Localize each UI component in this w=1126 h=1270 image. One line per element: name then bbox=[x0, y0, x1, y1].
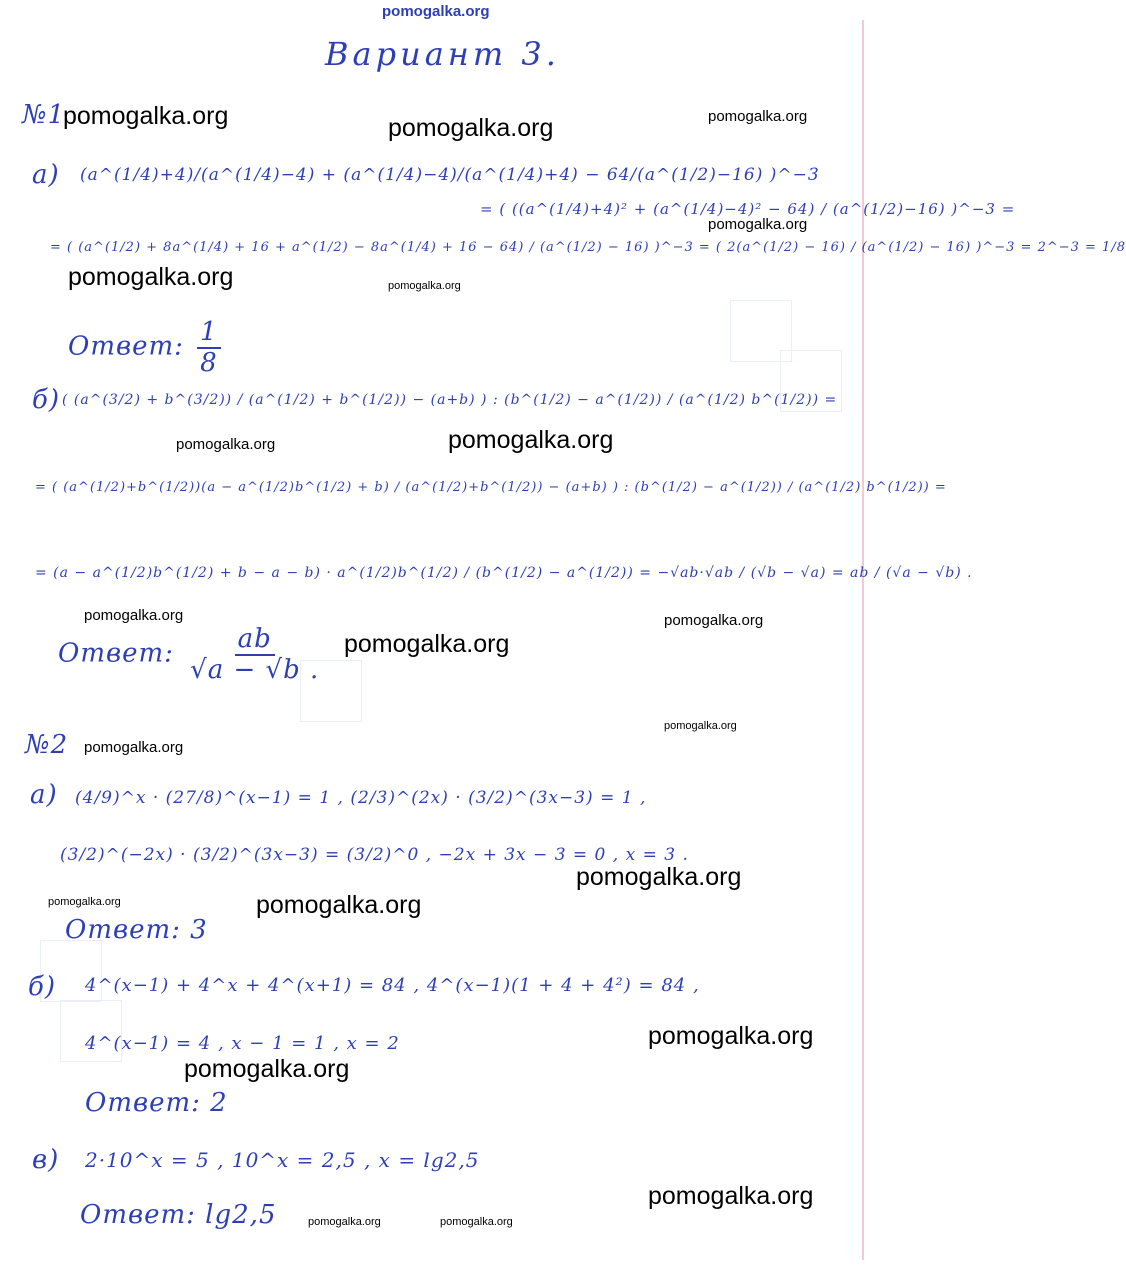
task1b-line1: ( (a^(3/2) + b^(3/2)) / (a^(1/2) + b^(1/2)) − (a+b) ) : (b^(1/2) − a^(1/2)) / (a^(1/2) b^(1/2)) = bbox=[62, 392, 838, 408]
task2b-line1: 4^(x−1) + 4^x + 4^(x+1) = 84 , 4^(x−1)(1 + 4 + 4²) = 84 , bbox=[85, 975, 700, 996]
watermark: pomogalka.org bbox=[708, 216, 808, 233]
watermark: pomogalka.org bbox=[184, 1055, 350, 1083]
watermark: pomogalka.org bbox=[176, 436, 276, 453]
answer-label: Ответ: bbox=[58, 638, 174, 669]
task2a-label: а) bbox=[30, 780, 58, 810]
watermark: pomogalka.org bbox=[344, 630, 510, 658]
top-watermark: pomogalka.org bbox=[382, 3, 490, 20]
answer-denominator: 8 bbox=[200, 347, 218, 378]
task2b-answer bbox=[85, 1088, 228, 1118]
watermark: pomogalka.org bbox=[648, 1022, 814, 1050]
task2-label: №2 bbox=[25, 730, 69, 760]
task1a-label: а) bbox=[32, 160, 60, 190]
watermark: pomogalka.org bbox=[256, 891, 422, 919]
task2a-line2: (3/2)^(−2x) · (3/2)^(3x−3) = (3/2)^0 , −2x + 3x − 3 = 0 , x = 3 . bbox=[60, 845, 689, 865]
answer-label: Ответ: bbox=[80, 1200, 196, 1230]
task2c-label: в) bbox=[32, 1145, 60, 1175]
page-title: Вариант 3. bbox=[325, 35, 560, 73]
task1a-line2: = ( (a^(1/2) + 8a^(1/4) + 16 + a^(1/2) − 8a^(1/4) + 16 − 64) / (a^(1/2) − 16) )^−3 = ( 2(a^(1/2) − 16) / (a^(1/2) − 16) )^−3 = 2^−3 = 1/8 bbox=[50, 240, 1126, 255]
task2b-label: б) bbox=[28, 972, 57, 1002]
task1a-line1-left: (a^(1/4)+4)/(a^(1/4)−4) + (a^(1/4)−4)/(a^(1/4)+4) − 64/(a^(1/2)−16) )^−3 bbox=[80, 165, 820, 185]
watermark: pomogalka.org bbox=[48, 896, 121, 908]
watermark: pomogalka.org bbox=[68, 263, 234, 291]
task2b-line2: 4^(x−1) = 4 , x − 1 = 1 , x = 2 bbox=[85, 1033, 400, 1054]
watermark: pomogalka.org bbox=[448, 426, 614, 454]
watermark: pomogalka.org bbox=[576, 863, 742, 891]
watermark: pomogalka.org bbox=[664, 720, 737, 732]
task2c-line1: 2·10^x = 5 , 10^x = 2,5 , x = lg2,5 bbox=[85, 1148, 480, 1172]
task2c-answer bbox=[80, 1200, 276, 1230]
answer-fraction bbox=[197, 318, 221, 377]
task1b-line3: = (a − a^(1/2)b^(1/2) + b − a − b) · a^(1/2)b^(1/2) / (b^(1/2) − a^(1/2)) = −√ab·√ab / (√b − √a) = ab / (√a − √b) . bbox=[35, 565, 973, 581]
watermark: pomogalka.org bbox=[63, 102, 229, 130]
answer-label: Ответ: bbox=[85, 1088, 201, 1118]
task2a-answer bbox=[65, 915, 208, 945]
answer-label: Ответ: bbox=[68, 331, 184, 362]
answer-label: Ответ: bbox=[65, 915, 181, 945]
watermark: pomogalka.org bbox=[664, 612, 764, 629]
task1a-answer bbox=[68, 318, 225, 377]
answer-denominator: √a − √b . bbox=[190, 654, 320, 685]
task1b-label: б) bbox=[32, 385, 61, 415]
task2a-line1: (4/9)^x · (27/8)^(x−1) = 1 , (2/3)^(2x) · (3/2)^(3x−3) = 1 , bbox=[75, 788, 647, 808]
watermark: pomogalka.org bbox=[440, 1216, 513, 1228]
watermark: pomogalka.org bbox=[648, 1182, 814, 1210]
answer-numerator: ab bbox=[235, 625, 275, 656]
watermark: pomogalka.org bbox=[84, 739, 184, 756]
watermark: pomogalka.org bbox=[308, 1216, 381, 1228]
answer-fraction bbox=[187, 625, 322, 684]
answer-numerator: 1 bbox=[197, 318, 221, 349]
watermark: pomogalka.org bbox=[388, 280, 461, 292]
watermark: pomogalka.org bbox=[708, 108, 808, 125]
answer-value: 2 bbox=[210, 1088, 228, 1118]
watermark: pomogalka.org bbox=[388, 114, 554, 142]
task1b-line2: = ( (a^(1/2)+b^(1/2))(a − a^(1/2)b^(1/2) + b) / (a^(1/2)+b^(1/2)) − (a+b) ) : (b^(1/2) − a^(1/2)) / (a^(1/2) b^(1/2)) = bbox=[35, 480, 947, 495]
answer-value: 3 bbox=[190, 915, 208, 945]
answer-value: lg2,5 bbox=[205, 1200, 277, 1230]
task1-label: №1 bbox=[22, 100, 66, 130]
watermark: pomogalka.org bbox=[84, 607, 184, 624]
task1b-answer bbox=[58, 625, 326, 684]
task1a-line1-right: = ( ((a^(1/4)+4)² + (a^(1/4)−4)² − 64) / (a^(1/2)−16) )^−3 = bbox=[480, 200, 1016, 218]
